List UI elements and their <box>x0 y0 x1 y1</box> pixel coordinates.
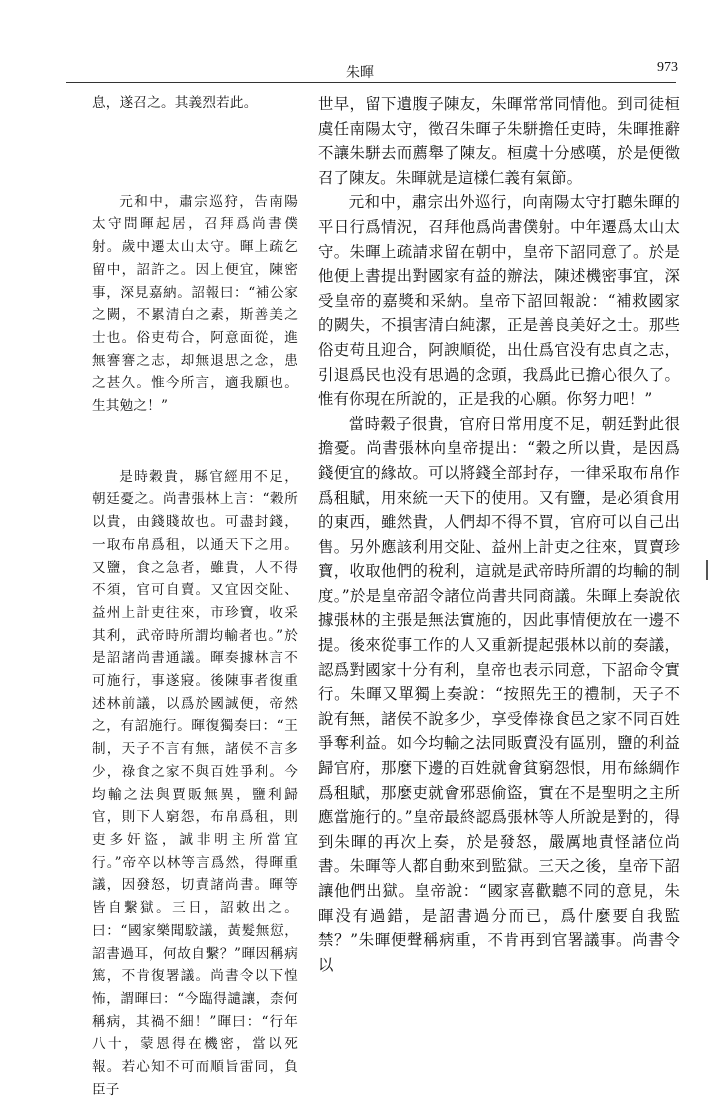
page-number: 973 <box>657 60 678 75</box>
header-rule <box>66 82 676 83</box>
section-gap <box>92 115 298 191</box>
translation-paragraph-3: 當時穀子很貴，官府日常用度不足，朝廷對此很擔憂。尚書張林向皇帝提出：“穀之所以貴，是因爲錢便宜的緣故。可以將錢全部封存，一律采取布帛作爲租賦，用來統一天下的使用。又有鹽，是必須食用的東西，雖然貴，人們却不得不買，官府可以自己出售。另外應該利用交阯、益州上計吏之往來，買賣珍寶，收取他們的稅利，這就是武帝時所謂的均輸的制度。”於是皇帝詔令諸位尚書共同商議。朱暉上奏說依據張林的主張是無法實施的，因此事情便放在一邊不提。後來從事工作的人又重新提起張林以前的奏議，認爲對國家十分有利，皇帝也表示同意，下詔命令實行。朱暉又單獨上奏說：“按照先王的禮制，天子不說有無，諸侯不說多少，享受俸祿食邑之家不同百姓爭奪利益。如今均輸之法同販賣没有區別，鹽的利益歸官府，那麼下邊的百姓就會貧窮怨恨，用布絲綢作爲租賦，那麼吏就會邪惡偷盜，實在不是聖明之主所應當施行的。”皇帝最終認爲張林等人所說是對的，得到朱暉的再次上奏，於是發怒，嚴厲地責怪諸位尚書。朱暉等人都自動來到監獄。三天之後，皇帝下詔讓他們出獄。皇帝說：“國家喜歡聽不同的意見，朱暉没有過錯，是詔書過分而已，爲什麼要自我監禁？”朱暉便聲稱病重，不肯再到官署議事。尚書令以 <box>318 414 680 974</box>
page-header <box>0 0 716 90</box>
section-gap <box>92 418 298 466</box>
classical-paragraph-3: 是時穀貴，縣官經用不足，朝廷憂之。尚書張林上言：“穀所以貴，由錢賤故也。可盡封錢，一取布帛爲租，以通天下之用。又鹽，食之急者，雖貴，人不得不須，官可自賣。又宜因交阯、益州上計吏往來，市珍寶，收采其利，武帝時所謂均輸者也。”於是詔諸尚書通議。暉奏據林言不可施行，事遂寢。後陳事者復重述林前議，以爲於國誠便，帝然之，有詔施行。暉復獨奏曰：“王制，天子不言有無，諸侯不言多少，祿食之家不與百姓爭利。今均輸之法與賈販無異，鹽利歸官，則下人窮怨，布帛爲租，則吏多奸盜，誠非明主所當宜行。”帝卒以林等言爲然，得暉重議，因發怒，切責諸尚書。暉等皆自繫獄。三日，詔敕出之。曰：“國家樂聞駮議，黃髮無愆，詔書過耳，何故自繫？”暉因稱病篤，不肯復署議。尚書令以下惶怖，謂暉曰：“今臨得譴讓，柰何稱病，其禍不細！”暉曰：“行年八十，蒙恩得在機密，當以死報。若心知不可而順旨雷同，負臣子 <box>92 468 298 1098</box>
page-edge-mark <box>706 560 708 580</box>
translation-paragraph-2: 元和中，肅宗出外巡行，向南陽太守打聽朱暉的平日行爲情況，召拜他爲尚書僕射。中年遷爲太山太守。朱暉上疏請求留在朝中，皇帝下詔同意了。於是他便上書提出對國家有益的辦法，陳述機密事宜，深受皇帝的嘉獎和采納。皇帝下詔回報說：“補救國家的闕失，不損害清白純潔，正是善良美好之士。那些俗吏苟且迎合，阿諛順從，出仕爲官没有忠貞之志，引退爲民也没有思過的念頭，我爲此已擔心很久了。惟有你現在所說的，正是我的心願。你努力吧！” <box>318 193 680 409</box>
classical-text-column <box>92 92 298 1098</box>
classical-paragraph-2: 元和中，肅宗巡狩，告南陽太守問暉起居，召拜爲尚書僕射。歲中遷太山太守。暉上疏乞留中，詔許之。因上便宜，陳密事，深見嘉納。詔報曰：“補公家之闕，不累清白之素，斯善美之士也。俗吏苟合，阿意面從，進無謇謇之志，却無退思之念，患之甚久。惟今所言，適我願也。生其勉之！” <box>92 193 298 415</box>
translation-column <box>318 92 680 992</box>
translation-paragraph-1: 世早，留下遺腹子陳友，朱暉常常同情他。到司徒桓虞任南陽太守，徵召朱暉子朱駢擔任吏時，朱暉推辭不讓朱駢去而薦舉了陳友。桓虞十分感嘆，於是便徵召了陳友。朱暉就是這樣仁義有氣節。 <box>318 95 680 187</box>
classical-paragraph-1: 息，遂召之。其義烈若此。 <box>92 95 258 111</box>
running-title: 朱暉 <box>346 65 374 81</box>
